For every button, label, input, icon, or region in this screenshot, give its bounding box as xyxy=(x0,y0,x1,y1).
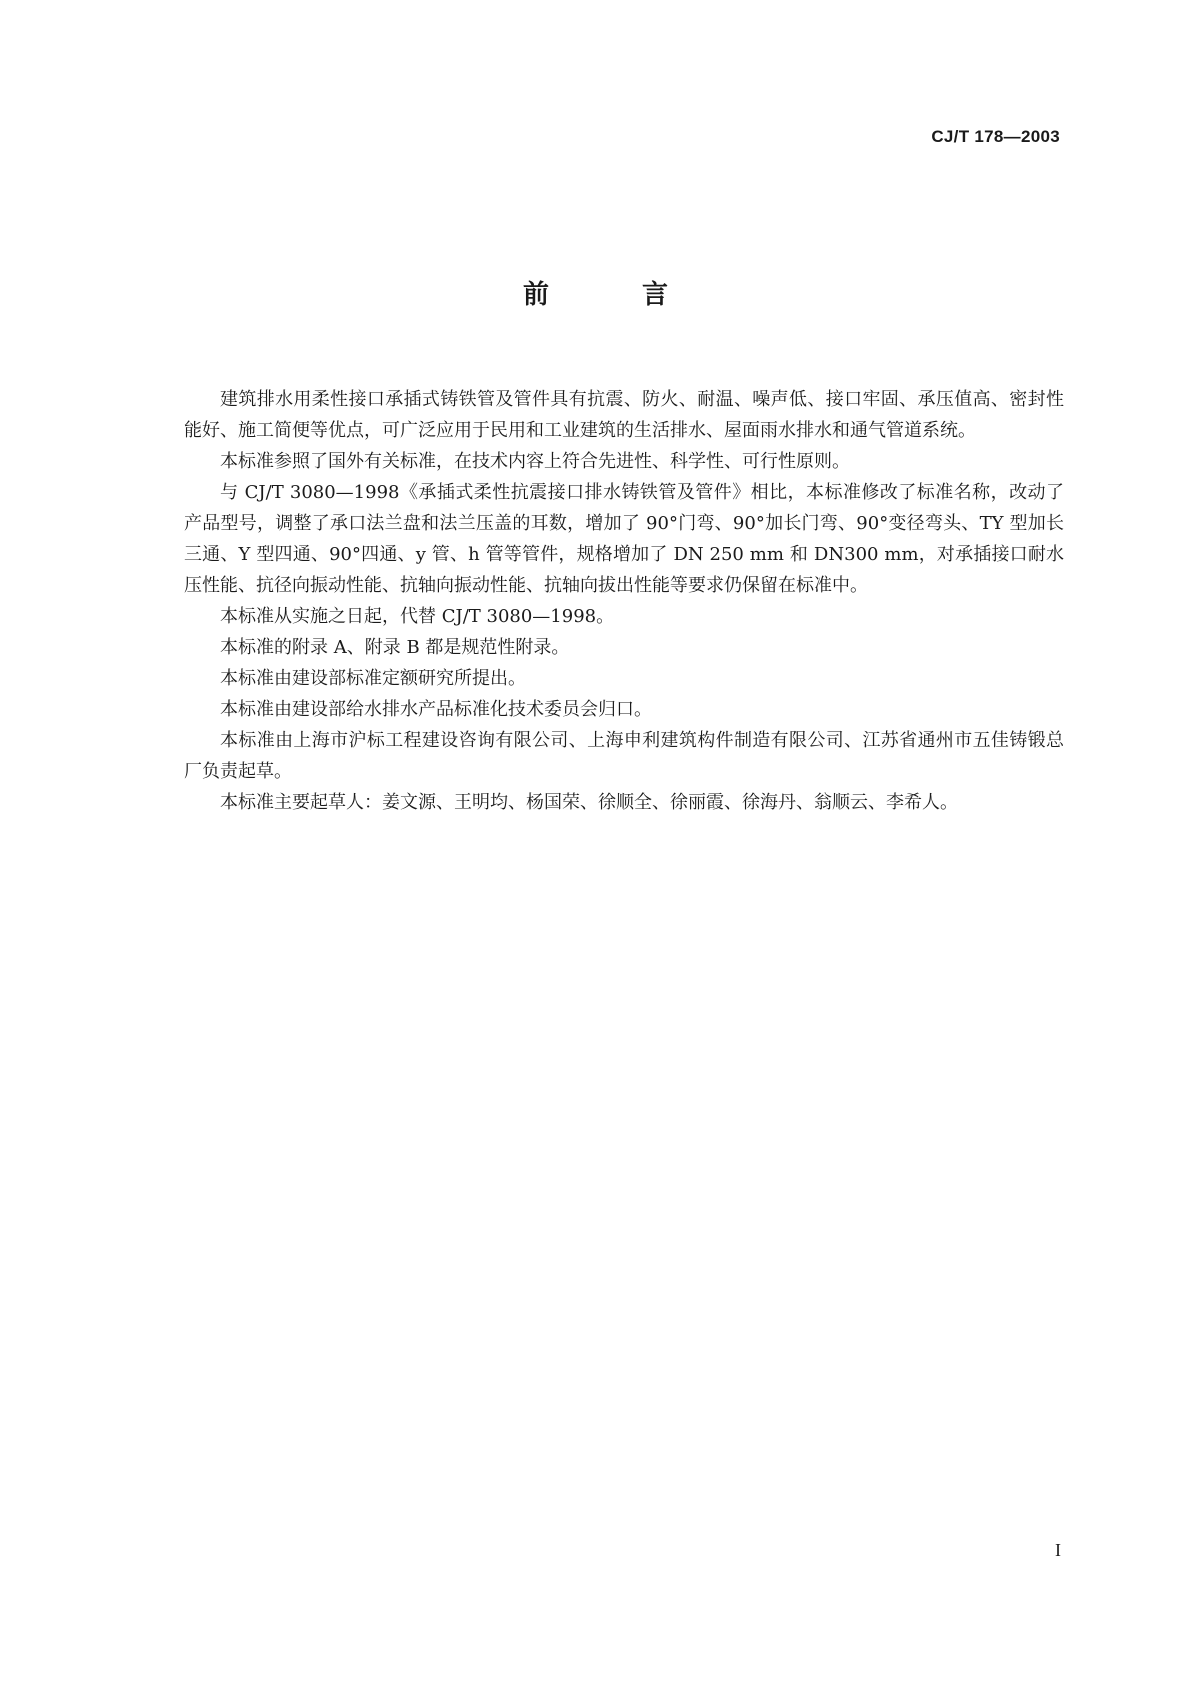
paragraph: 本标准由建设部标准定额研究所提出。 xyxy=(220,668,526,689)
paragraph: 本标准从实施之日起，代替 CJ/T 3080—1998。 xyxy=(220,606,615,627)
paragraph: 本标准由建设部给水排水产品标准化技术委员会归口。 xyxy=(220,699,652,720)
paragraph: 本标准参照了国外有关标准，在技术内容上符合先进性、科学性、可行性原则。 xyxy=(220,451,850,472)
paragraph: 与 CJ/T 3080—1998《承插式柔性抗震接口排水铸铁管及管件》相比，本标准修改了标准名称，改动了产品型号，调整了承口法兰盘和法兰压盖的耳数，增加了 90°门弯、90°加长门弯、90°变径弯头、TY 型加长三通、Y 型四通、90°四通、y 管、h 管等管件，规格增加了 DN 250 mm 和 DN300 mm，对承插接口耐水压性能、抗径向振动性能、抗轴向振动性能、抗轴向拔出性能等要求仍保留在标准中。 xyxy=(184,482,1064,596)
standard-number: CJ/T 178—2003 xyxy=(931,127,1060,146)
paragraph: 建筑排水用柔性接口承插式铸铁管及管件具有抗震、防火、耐温、噪声低、接口牢固、承压值高、密封性能好、施工简便等优点，可广泛应用于民用和工业建筑的生活排水、屋面雨水排水和通气管道系统。 xyxy=(184,389,1064,441)
paragraph: 本标准主要起草人：姜文源、王明均、杨国荣、徐顺全、徐丽霞、徐海丹、翁顺云、李希人。 xyxy=(220,792,958,813)
paragraph: 本标准由上海市沪标工程建设咨询有限公司、上海申利建筑构件制造有限公司、江苏省通州市五佳铸锻总厂负责起草。 xyxy=(184,730,1064,782)
paragraph: 本标准的附录 A、附录 B 都是规范性附录。 xyxy=(220,637,570,658)
foreword-body xyxy=(184,384,1064,818)
page-title: 前 言 xyxy=(522,280,711,310)
page-number: I xyxy=(1055,1540,1061,1560)
